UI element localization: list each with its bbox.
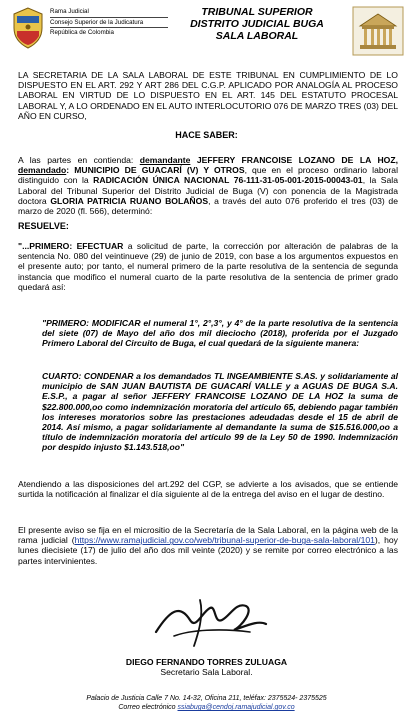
rama-line-1: Rama Judicial — [50, 8, 89, 15]
signer-name: DIEGO FERNANDO TORRES ZULUAGA — [125, 657, 288, 667]
primero-paragraph — [18, 241, 398, 292]
intro-paragraph: LA SECRETARIA DE LA SALA LABORAL DE ESTE TRIBUNAL EN CUMPLIMIENTO DE LO DISPUESTO EN EL ART. 292 Y ART 286 DEL C.G.P. APLICADO POR ANALOGÍA AL PROCESO LABORAL EN VIRTUD DE LO DISPUESTO EN EL ART. 145 DEL ESTATUTO PROCESAL LABORAL Y, A LO ORDENADO EN EL AUTO INTERLOCUTORIO 076 DE MARZO TRES (03) DEL AÑO EN CURSO, — [18, 70, 398, 121]
rama-line-2: Consejo Superior de la Judicatura — [50, 18, 144, 26]
demandante-label: demandante — [139, 155, 191, 165]
tribunal-heading — [182, 6, 332, 42]
demandante-name: JEFFERY FRANCOISE LOZANO DE LA HOZ, — [190, 155, 398, 165]
radicacion-number: RADICACIÓN ÚNICA NACIONAL 76-111-31-05-001-2015-00043-01 — [93, 175, 363, 186]
rama-judicial-link[interactable]: https://www.ramajudicial.gov.co/web/tribunal-superior-de-buga-sala-laboral/101 — [74, 535, 375, 546]
tribunal-line-2: DISTRITO JUDICIAL BUGA — [190, 18, 324, 30]
signer-role: Secretario Sala Laboral. — [160, 667, 253, 678]
footer-email-line — [0, 703, 413, 712]
colombia-coat-of-arms-logo — [8, 6, 48, 50]
p2-text: A las partes en contienda: — [18, 155, 140, 165]
resuelve-heading: RESUELVE: — [18, 221, 69, 231]
p2-text: , a través del auto 076 proferido el tres (03) de marzo de 2020 (fl. 566), determinó: — [18, 195, 398, 217]
palace-of-justice-emblem — [352, 6, 404, 56]
rama-judicial-block — [50, 8, 180, 37]
primero-text: a solicitud de parte, la corrección por alteración de palabras de la sentencia No. 080 del veintinueve (29) de junio de 2019, con base a los argumentos expuestos en el presente auto; por tanto, el numeral primero de la parte resolutiva de la sentencia de segunda instancia que modifico el numeral cuarto de la parte resolutiva de la sentencia de primer grado quedará así: — [18, 241, 398, 292]
signer-block — [0, 657, 413, 678]
notification-paragraph: Atendiendo a las disposiciones del art.292 del CGP, se advierte a los avisados, que se entiende surtida la notificación al finalizar el día siguiente al de la entrega del aviso en el lugar de destino. — [18, 479, 398, 500]
primero-lead: "...PRIMERO: EFECTUAR — [18, 241, 124, 251]
publication-paragraph — [18, 525, 398, 566]
p5-text: ), hoy lunes diecisiete (17) de julio del año dos mil veinte (2020) y se remite por correo electrónico a las partes intervinientes. — [18, 535, 398, 566]
demandado-name: : MUNICIPIO DE GUACARÍ (V) Y OTROS — [66, 165, 245, 176]
handwritten-signature — [150, 590, 270, 650]
modificar-quote: "PRIMERO: MODIFICAR el numeral 1°, 2°,3°, y 4° de la parte resolutiva de la sentencia del siete (07) de Mayo del año dos mil dieciocho (2018), proferida por el Juzgado Primero Laboral del Circuito de Buga, el cual quedará de la siguiente manera: — [42, 318, 398, 349]
p2-text: , que en el proceso ordinario laboral distinguido con la — [18, 165, 398, 186]
tribunal-line-3: SALA LABORAL — [215, 30, 299, 42]
rama-separator — [50, 17, 168, 18]
footer — [0, 694, 413, 712]
tribunal-line-1: TRIBUNAL SUPERIOR — [201, 6, 313, 18]
demandado-label: demandado — [18, 165, 67, 176]
cuarto-quote: CUARTO: CONDENAR a los demandados TL INGEAMBIENTE S.AS. y solidariamente al municipio de SAN JUAN BAUTISTA DE GUACARÍ VALLE y a AGUAS DE BUGA S.A. E.S.P., a pagar al señor JEFFERY FRANCOISE LOZANO DE LA HOZ la suma de $22.800.000,oo como indemnización moratoria del artículo 65, debiendo pagar también los intereses moratorios sobre las prestaciones adeudadas desde el 15 de abril de 2014. Así mismo, a pagar solidariamente al demandante la suma de $15.516.000,oo a título de indemnización moratoria del artículo 99 de la Ley 50 de 1990. Indemnización por despido injusto $1.143.518,oo" — [42, 371, 398, 453]
hace-saber-heading: HACE SABER: — [175, 130, 238, 140]
rama-line-3: República de Colombia — [50, 29, 114, 37]
footer-address: Palacio de Justicia Calle 7 No. 14-32, Oficina 211, teléfax: 2375524- 2375525 — [86, 695, 327, 702]
p5-text: El presente aviso se fija en el micrositio de la Secretaría de la Sala Laboral, en la página web de la rama judicial ( — [18, 525, 398, 546]
parties-paragraph — [18, 155, 398, 216]
footer-email-label: Correo electrónico — [118, 704, 178, 711]
rama-separator — [50, 27, 168, 28]
magistrada-name: GLORIA PATRICIA RUANO BOLAÑOS — [50, 195, 209, 206]
p2-text: , la Sala Laboral del Tribunal Superior del Distrito Judicial de Buga (V) con ponencia de la Magistrada doctora — [18, 175, 398, 206]
footer-email-link[interactable]: ssiabuga@cendoj.ramajudicial.gov.co — [177, 704, 295, 711]
